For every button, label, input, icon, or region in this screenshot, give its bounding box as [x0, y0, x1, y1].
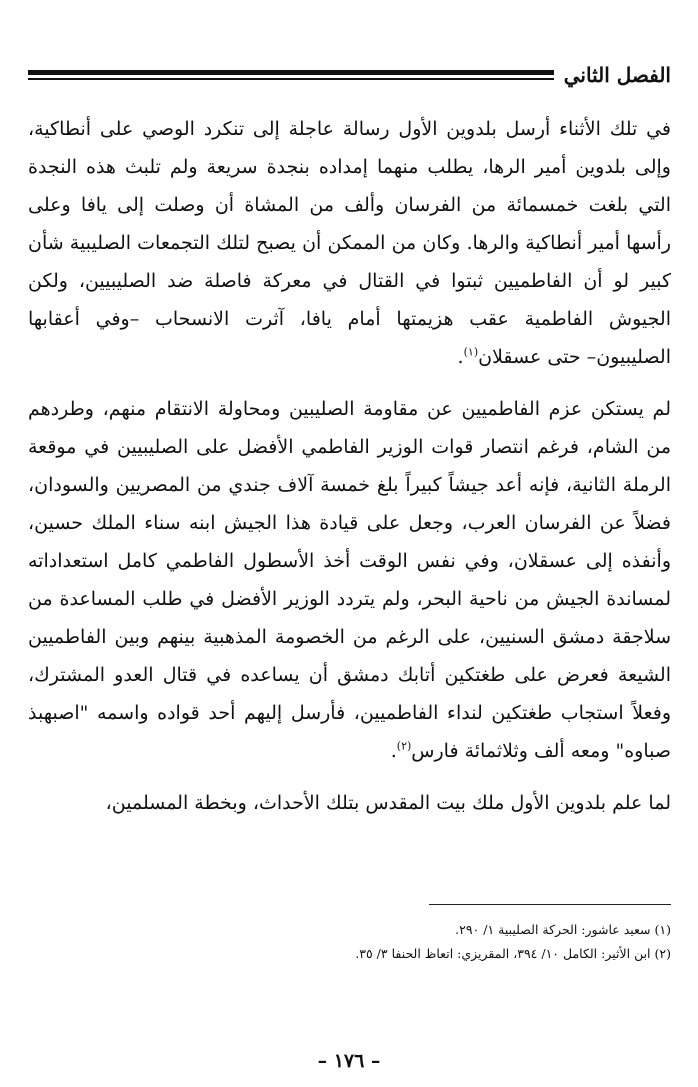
page-number: – ١٧٦ – — [317, 1050, 381, 1072]
paragraph-text: لم يستكن عزم الفاطميين عن مقاومة الصليبين ومحاولة الانتقام منهم، وطردهم من الشام، فرغم انتصار قوات الوزير الفاطمي الأفضل على الصليبيين في موقعة الرملة الثانية، فإنه أعد جيشاً كبيراً بلغ خمسة آلاف جندي من المصريين والسودان، فضلاً عن الفرسان العرب، وجعل على قيادة هذا الجيش ابنه سناء الملك حسين، وأنفذه إلى عسقلان، وفي نفس الوقت أخذ الأسطول الفاطمي كامل استعداداته لمساندة الجيش من ناحية البحر، ولم يتردد الوزير الأفضل في طلب المساعدة من سلاجقة دمشق السنيين، على الرغم من الخصومة المذهبية بينهم وبين الفاطميين الشيعة فعرض على طغتكين أتابك دمشق أن يساعده في قتال العدو المشترك، وفعلاً استجاب طغتكين لنداء الفاطميين، فأرسل إليهم أحد قواده واسمه "اصبهبذ صباوه" ومعه ألف وثلاثمائة فارس — [28, 398, 671, 762]
footnotes — [31, 918, 671, 966]
footnote: (١) سعيد عاشور: الحركة الصليبية ١/ ٢٩٠. — [455, 922, 671, 937]
paragraph-text: لما علم بلدوين الأول ملك بيت المقدس بتلك الأحداث، وبخطة المسلمين، — [105, 792, 671, 814]
chapter-title: الفصل الثاني — [563, 63, 671, 87]
header-rule-thick — [28, 70, 554, 75]
header-rule — [28, 70, 554, 80]
running-header — [28, 58, 671, 92]
paragraph — [28, 390, 671, 770]
paragraph — [28, 784, 671, 822]
footnote-reference[interactable]: (٢) — [396, 739, 412, 753]
paragraph-end-period: . — [390, 740, 397, 762]
paragraph-text: في تلك الأثناء أرسل بلدوين الأول رسالة عاجلة إلى تنكرد الوصي على أنطاكية، وإلى بلدوين أمير الرها، يطلب منهما إمداده بنجدة سريعة ولم تلبث هذه النجدة التي بلغت خمسمائة من الفرسان وألف من المشاة أن وصلت إلى يافا وعلى رأسها أمير أنطاكية والرها. وكان من الممكن أن يصبح لتلك التجمعات الصليبية شأن كبير لو أن الفاطميين ثبتوا في القتال في معركة فاصلة ضد الصليبيين، ولكن الجيوش الفاطمية عقب هزيمتها أمام يافا، آثرت الانسحاب –وفي أعقابها الصليبيون– حتى عسقلان — [28, 118, 671, 368]
footnote-reference[interactable]: (١) — [463, 345, 479, 359]
header-rule-thin — [28, 78, 554, 80]
footnote-separator — [429, 904, 671, 905]
paragraph-end-period: . — [457, 346, 464, 368]
footnote: (٢) ابن الأثير: الكامل ١٠/ ٣٩٤، المقريزي: اتعاظ الحنفا ٣/ ٣٥. — [355, 946, 671, 961]
paragraph — [28, 110, 671, 376]
main-text — [28, 110, 671, 822]
